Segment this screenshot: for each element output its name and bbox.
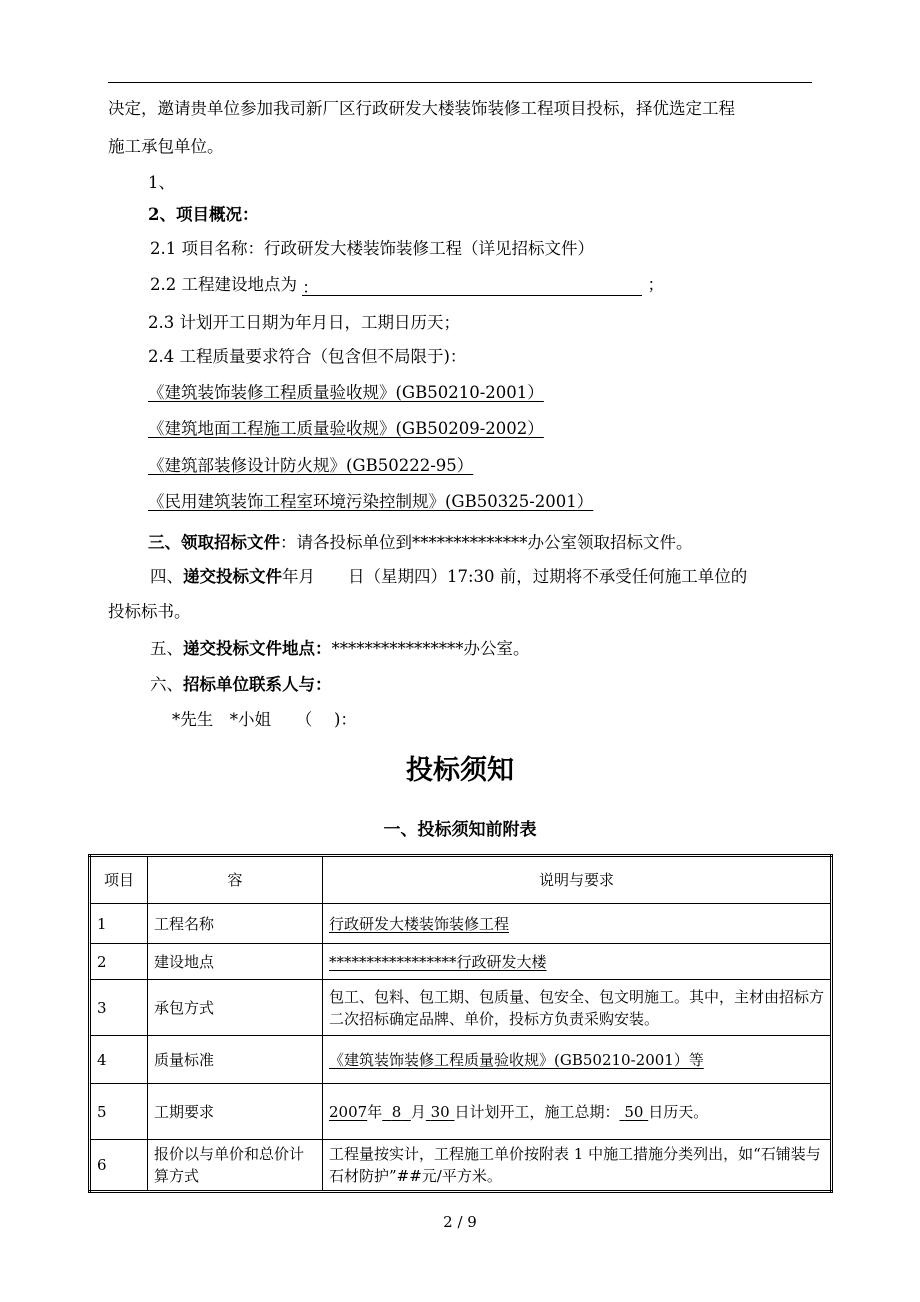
header-cell: 容 <box>148 856 323 904</box>
row-item: 建设地点 <box>148 944 323 980</box>
section-6 <box>150 674 332 696</box>
row-desc <box>323 904 832 944</box>
section-5 <box>150 638 530 660</box>
section-2-3: 2.3 计划开工日期为年月日，工期日历天； <box>148 313 460 332</box>
row-item: 承包方式 <box>148 980 323 1036</box>
row-desc: 包工、包料、包工期、包质量、包安全、包文明施工。其中，主材由招标方二次招标确定品牌、单价，投标方负责采购安装。 <box>323 980 832 1036</box>
row-item: 报价以与单价和总价计算方式 <box>148 1140 323 1192</box>
section-5-prefix: 五、 <box>150 639 183 658</box>
start-day <box>426 1103 455 1121</box>
row-desc <box>323 1036 832 1084</box>
standard-item: 《建筑装饰装修工程质量验收规》(GB50210-2001） <box>148 383 544 402</box>
start-month <box>382 1103 411 1121</box>
table-header-row <box>90 856 832 904</box>
section-6-prefix: 六、 <box>150 675 183 694</box>
section-3 <box>148 532 693 554</box>
front-attachment-table <box>88 854 833 1193</box>
header-cell: 项目 <box>90 856 148 904</box>
contact-line: *先生 *小姐 （ )： <box>172 710 357 729</box>
row-number: 6 <box>90 1140 148 1192</box>
row-number: 2 <box>90 944 148 980</box>
section-3-text: ：请各投标单位到**************办公室领取招标文件。 <box>280 533 693 552</box>
table-row <box>90 980 832 1036</box>
intro-line-2: 施工承包单位。 <box>108 137 224 156</box>
table-title: 一、投标须知前附表 <box>383 820 537 840</box>
table-row <box>90 944 832 980</box>
section-2-title: 2、项目概况： <box>148 205 259 224</box>
section-2-2-label: 2.2 工程建设地点为 <box>150 275 297 294</box>
row-desc: 工程量按实计，工程施工单价按附表 1 中施工措施分类列出，如“石铺装与石材防护”##元/平方米。 <box>323 1140 832 1192</box>
table-row <box>90 1036 832 1084</box>
table-row <box>90 1084 832 1140</box>
page-number: 2 / 9 <box>443 1213 477 1231</box>
days-unit: 日历天。 <box>648 1102 709 1121</box>
section-2-2 <box>150 274 664 296</box>
row-item: 工程名称 <box>148 904 323 944</box>
row-item: 质量标准 <box>148 1036 323 1084</box>
row-desc <box>323 1084 832 1140</box>
intro-line-1: 决定，邀请贵单位参加我司新厂区行政研发大楼装饰装修工程项目投标，择优选定工程 <box>108 99 735 118</box>
section-5-label: 递交投标文件地点： <box>183 639 332 658</box>
row-number: 1 <box>90 904 148 944</box>
section-5-text: ****************办公室。 <box>331 639 530 658</box>
header-rule <box>108 82 812 83</box>
header-cell: 说明与要求 <box>323 856 832 904</box>
section-6-label: 招标单位联系人与： <box>183 675 332 694</box>
location-colon: ： <box>302 278 319 297</box>
standard-item: 《建筑地面工程施工质量验收规》(GB50209-2002） <box>148 419 544 438</box>
table-row <box>90 904 832 944</box>
row-desc <box>323 944 832 980</box>
day-text: 日计划开工，施工总期： <box>454 1102 620 1121</box>
section-4-prefix: 四、 <box>150 567 183 586</box>
standard-item: 《建筑部装修设计防火规》(GB50222-95） <box>148 456 474 475</box>
section-3-label: 三、领取招标文件 <box>148 533 280 552</box>
start-year: 2007 <box>329 1102 368 1121</box>
month-unit: 月 <box>410 1102 426 1121</box>
row-desc-text: 《建筑装饰装修工程质量验收规》(GB50210-2001）等 <box>329 1050 704 1069</box>
row-number: 5 <box>90 1084 148 1140</box>
section-4-line-2: 投标标书。 <box>108 602 191 621</box>
section-2-4: 2.4 工程质量要求符合（包含但不局限于)： <box>148 347 467 366</box>
location-blank <box>302 277 642 296</box>
section-4-label: 递交投标文件 <box>183 567 282 586</box>
row-item: 工期要求 <box>148 1084 323 1140</box>
section-4-text: 年月 日（星期四）17:30 前，过期将不承受任何施工单位的 <box>282 567 748 586</box>
row-desc-text: *****************行政研发大楼 <box>329 952 547 971</box>
year-unit: 年 <box>367 1102 383 1121</box>
start-month-value: 8 <box>391 1102 402 1121</box>
total-days <box>620 1103 649 1121</box>
table-row <box>90 1140 832 1192</box>
section-1: 1、 <box>148 173 175 192</box>
row-desc-text: 行政研发大楼装饰装修工程 <box>329 914 510 933</box>
start-day-value: 30 <box>430 1102 450 1121</box>
row-number: 4 <box>90 1036 148 1084</box>
section-2-2-end: ； <box>647 275 664 294</box>
standard-item: 《民用建筑装饰工程室环境污染控制规》(GB50325-2001） <box>148 492 594 511</box>
total-days-value: 50 <box>624 1102 644 1121</box>
section-4 <box>150 566 747 588</box>
section-2-1: 2.1 项目名称：行政研发大楼装饰装修工程（详见招标文件） <box>150 239 594 258</box>
page-title: 投标须知 <box>406 755 514 786</box>
row-number: 3 <box>90 980 148 1036</box>
